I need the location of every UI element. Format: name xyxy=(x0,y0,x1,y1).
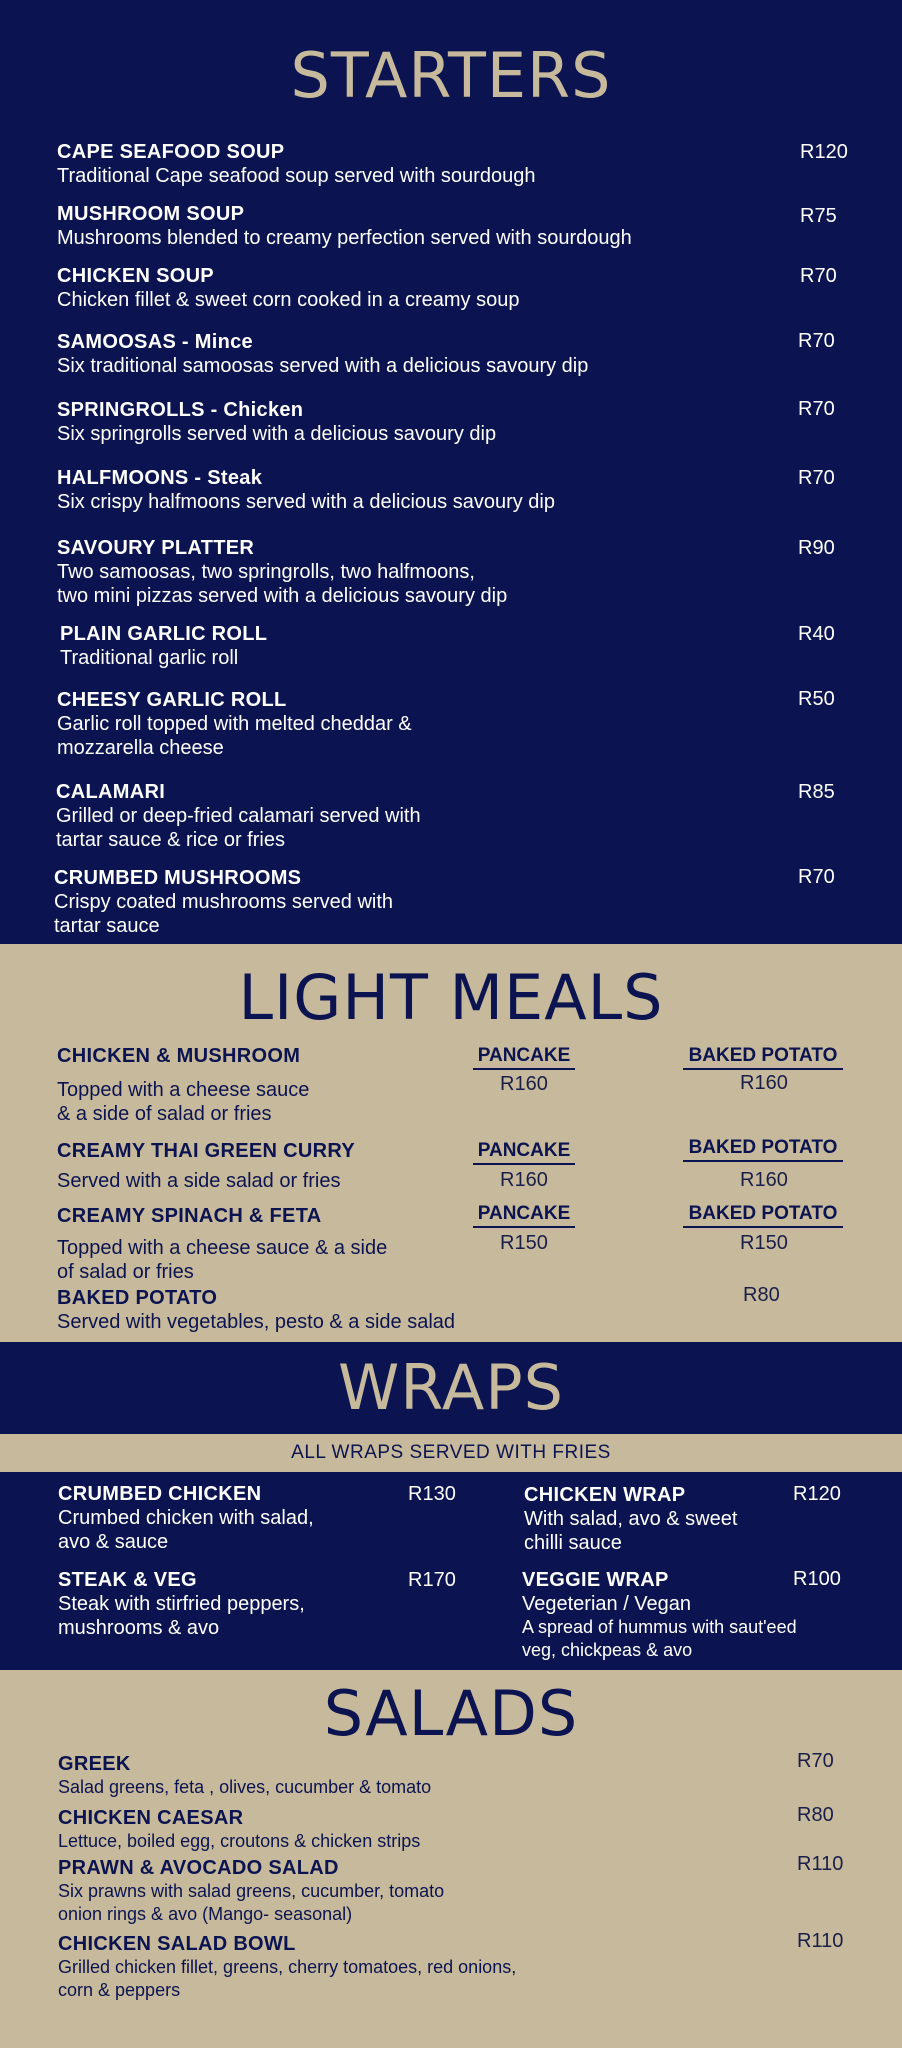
item-name: CAPE SEAFOOD SOUP xyxy=(57,141,285,163)
pancake-price: R150 xyxy=(500,1232,548,1254)
salads-title: SALADS xyxy=(323,1677,579,1750)
wraps-section xyxy=(0,1342,902,1670)
menu-item xyxy=(57,536,507,608)
item-price: R70 xyxy=(797,1750,834,1772)
item-desc: Steak with stirfried peppers, xyxy=(58,1593,305,1615)
starters-section xyxy=(0,0,902,944)
menu-item xyxy=(57,1139,355,1193)
item-desc: Six crispy halfmoons served with a delicious savoury dip xyxy=(57,491,555,513)
menu-item xyxy=(522,1568,797,1662)
item-desc: onion rings & avo (Mango- seasonal) xyxy=(58,1904,353,1924)
item-name: CHICKEN SOUP xyxy=(57,265,214,287)
menu-item xyxy=(58,1752,431,1799)
item-name: CALAMARI xyxy=(56,781,166,803)
item-desc: Six springrolls served with a delicious savoury dip xyxy=(57,423,497,445)
item-price: R70 xyxy=(798,330,835,352)
menu-item xyxy=(56,780,421,852)
menu-item xyxy=(57,398,496,446)
item-name: CHEESY GARLIC ROLL xyxy=(57,689,287,711)
item-name: CREAMY SPINACH & FETA xyxy=(57,1205,322,1227)
item-desc: Traditional garlic roll xyxy=(60,647,239,669)
baked-potato-header: BAKED POTATO xyxy=(683,1137,843,1162)
item-desc: veg, chickpeas & avo xyxy=(522,1640,693,1660)
pancake-price: R160 xyxy=(500,1073,548,1095)
item-desc: Salad greens, feta , olives, cucumber & tomato xyxy=(58,1777,432,1797)
potato-price: R150 xyxy=(740,1232,788,1254)
menu-item xyxy=(57,1204,387,1284)
item-price: R110 xyxy=(797,1853,844,1875)
item-name: CREAMY THAI GREEN CURRY xyxy=(57,1140,356,1162)
pancake-header: PANCAKE xyxy=(473,1045,575,1070)
item-desc: mozzarella cheese xyxy=(57,737,224,759)
item-desc: Grilled or deep-fried calamari served with xyxy=(56,805,421,827)
menu-item xyxy=(58,1932,516,2002)
pancake-price: R160 xyxy=(500,1169,548,1191)
item-desc: Crispy coated mushrooms served with xyxy=(54,891,394,913)
item-name: STEAK & VEG xyxy=(58,1569,197,1591)
menu-item xyxy=(57,140,535,188)
item-name: SAVOURY PLATTER xyxy=(57,537,255,559)
item-desc: Six prawns with salad greens, cucumber, tomato xyxy=(58,1881,445,1901)
menu-item xyxy=(58,1482,314,1554)
item-price: R70 xyxy=(798,467,835,489)
item-name: BAKED POTATO xyxy=(57,1287,218,1309)
item-name: HALFMOONS - Steak xyxy=(57,467,263,489)
item-desc: tartar sauce xyxy=(54,915,160,937)
potato-price: R160 xyxy=(740,1169,788,1191)
menu-item xyxy=(57,330,588,378)
menu-item xyxy=(60,622,267,670)
menu-item xyxy=(58,1856,444,1926)
menu-item xyxy=(524,1483,737,1555)
item-desc: Two samoosas, two springrolls, two halfmoons, xyxy=(57,561,475,583)
item-price: R70 xyxy=(800,265,837,287)
item-name: PLAIN GARLIC ROLL xyxy=(60,623,268,645)
item-price: R120 xyxy=(793,1483,841,1505)
item-price: R170 xyxy=(408,1569,456,1591)
item-desc: With salad, avo & sweet xyxy=(524,1508,738,1530)
menu-item xyxy=(54,866,393,938)
item-name: MUSHROOM SOUP xyxy=(57,203,245,225)
item-desc: A spread of hummus with saut'eed xyxy=(522,1617,797,1637)
item-price: R100 xyxy=(793,1568,841,1590)
item-price: R70 xyxy=(798,398,835,420)
item-desc: Served with a side salad or fries xyxy=(57,1170,341,1192)
item-name: CRUMBED MUSHROOMS xyxy=(54,867,302,889)
item-price: R50 xyxy=(798,688,835,710)
item-desc: chilli sauce xyxy=(524,1532,622,1554)
item-price: R85 xyxy=(798,781,835,803)
item-desc: Traditional Cape seafood soup served with sourdough xyxy=(57,165,536,187)
wraps-title: WRAPS xyxy=(337,1351,565,1424)
item-desc: Lettuce, boiled egg, croutons & chicken strips xyxy=(58,1831,421,1851)
item-desc: Topped with a cheese sauce xyxy=(57,1079,310,1101)
item-name: GREEK xyxy=(58,1753,131,1775)
baked-potato-header: BAKED POTATO xyxy=(683,1203,843,1228)
item-name: SAMOOSAS - Mince xyxy=(57,331,253,353)
item-desc: Mushrooms blended to creamy perfection served with sourdough xyxy=(57,227,632,249)
item-name: CHICKEN SALAD BOWL xyxy=(58,1933,296,1955)
item-price: R40 xyxy=(798,623,835,645)
item-name: VEGGIE WRAP xyxy=(522,1569,669,1591)
light-meals-section xyxy=(0,944,902,1342)
item-price: R80 xyxy=(797,1804,834,1826)
starters-title: STARTERS xyxy=(290,39,612,112)
item-name: CHICKEN CAESAR xyxy=(58,1807,244,1829)
item-price: R110 xyxy=(797,1930,844,1952)
pancake-header: PANCAKE xyxy=(473,1140,575,1165)
item-name: SPRINGROLLS - Chicken xyxy=(57,399,304,421)
item-name: CRUMBED CHICKEN xyxy=(58,1483,262,1505)
item-desc: of salad or fries xyxy=(57,1261,194,1283)
menu-item xyxy=(57,1044,309,1126)
baked-potato-header: BAKED POTATO xyxy=(683,1045,843,1070)
item-name: PRAWN & AVOCADO SALAD xyxy=(58,1857,339,1879)
item-price: R120 xyxy=(800,141,848,163)
item-desc: tartar sauce & rice or fries xyxy=(56,829,285,851)
item-desc: Chicken fillet & sweet corn cooked in a creamy soup xyxy=(57,289,520,311)
item-desc: Topped with a cheese sauce & a side xyxy=(57,1237,388,1259)
item-desc: two mini pizzas served with a delicious savoury dip xyxy=(57,585,508,607)
item-desc: Grilled chicken fillet, greens, cherry tomatoes, red onions, xyxy=(58,1957,517,1977)
potato-price: R160 xyxy=(740,1072,788,1094)
item-desc: mushrooms & avo xyxy=(58,1617,220,1639)
item-name: CHICKEN WRAP xyxy=(524,1484,686,1506)
item-price: R80 xyxy=(743,1284,780,1306)
menu-item xyxy=(57,264,519,312)
item-desc: corn & peppers xyxy=(58,1980,181,2000)
item-desc: & a side of salad or fries xyxy=(57,1103,272,1125)
item-price: R70 xyxy=(798,866,835,888)
menu-item xyxy=(57,466,555,514)
item-name: CHICKEN & MUSHROOM xyxy=(57,1045,301,1067)
menu-item xyxy=(58,1568,305,1640)
menu-item xyxy=(57,202,632,250)
item-desc: Six traditional samoosas served with a delicious savoury dip xyxy=(57,355,589,377)
menu-item xyxy=(57,688,412,760)
item-price: R90 xyxy=(798,537,835,559)
light-meals-title: LIGHT MEALS xyxy=(238,961,664,1034)
menu-item xyxy=(57,1286,455,1334)
item-desc: Served with vegetables, pesto & a side salad xyxy=(57,1311,456,1333)
salads-section xyxy=(0,1670,902,2048)
item-desc: Crumbed chicken with salad, xyxy=(58,1507,314,1529)
item-price: R75 xyxy=(800,205,837,227)
item-desc: Vegeterian / Vegan xyxy=(522,1593,692,1615)
item-desc: avo & sauce xyxy=(58,1531,169,1553)
item-desc: Garlic roll topped with melted cheddar & xyxy=(57,713,412,735)
wraps-banner: ALL WRAPS SERVED WITH FRIES xyxy=(0,1434,902,1472)
menu-item xyxy=(58,1806,420,1853)
item-price: R130 xyxy=(408,1483,456,1505)
pancake-header: PANCAKE xyxy=(473,1203,575,1228)
